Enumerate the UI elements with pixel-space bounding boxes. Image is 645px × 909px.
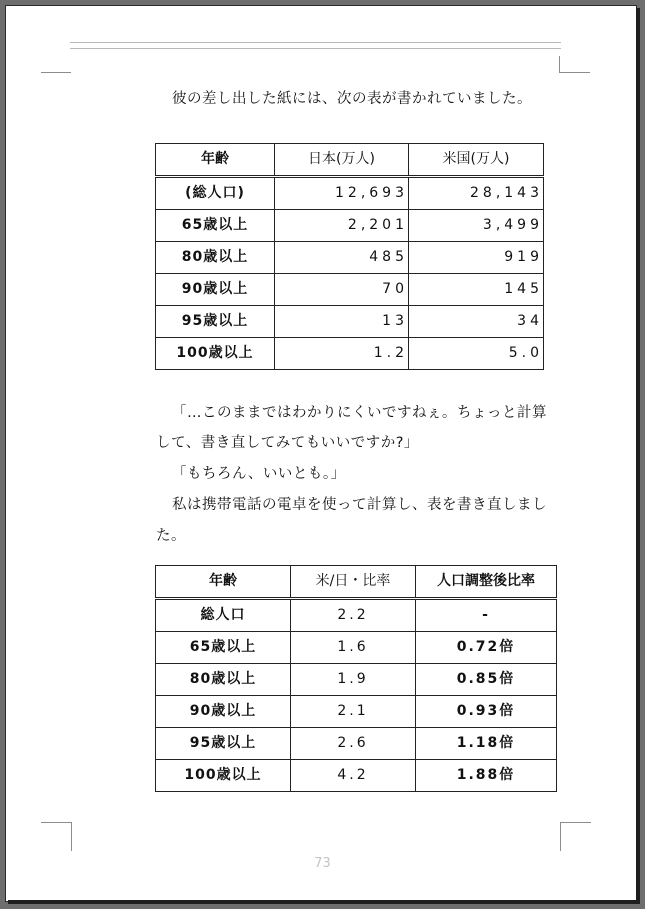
table-row xyxy=(156,632,557,664)
table-row xyxy=(156,760,557,792)
adjusted-ratio-value: 0.72倍 xyxy=(416,632,557,664)
japan-value: 2,201 xyxy=(275,210,409,242)
table-header-row xyxy=(156,144,544,177)
table-row xyxy=(156,664,557,696)
dialogue-line-1: 「…このままではわかりにくいですねぇ。ちょっと計算 xyxy=(172,405,547,421)
dialogue-line-3: 「もちろん、いいとも。」 xyxy=(172,466,346,482)
table-row xyxy=(156,599,557,632)
row-label: 95歳以上 xyxy=(156,728,291,760)
row-label: 100歳以上 xyxy=(156,760,291,792)
japan-value: 12,693 xyxy=(275,177,409,210)
usa-value: 919 xyxy=(409,242,544,274)
ratio-value: 1.9 xyxy=(291,664,416,696)
table-row xyxy=(156,338,544,370)
japan-value: 70 xyxy=(275,274,409,306)
usa-value: 5.0 xyxy=(409,338,544,370)
crop-mark-top-right xyxy=(559,56,590,73)
column-header-ratio: 米/日・比率 xyxy=(291,566,416,599)
ratio-value: 2.6 xyxy=(291,728,416,760)
japan-value: 485 xyxy=(275,242,409,274)
usa-value: 145 xyxy=(409,274,544,306)
adjusted-ratio-value: - xyxy=(416,599,557,632)
column-header-age: 年齢 xyxy=(156,566,291,599)
row-label: 65歳以上 xyxy=(156,210,275,242)
usa-value: 34 xyxy=(409,306,544,338)
column-header-age: 年齢 xyxy=(156,144,275,177)
crop-mark-bottom-right xyxy=(560,822,591,851)
ratio-value: 2.1 xyxy=(291,696,416,728)
adjusted-ratio-value: 1.88倍 xyxy=(416,760,557,792)
row-label: 65歳以上 xyxy=(156,632,291,664)
japan-value: 1.2 xyxy=(275,338,409,370)
japan-value: 13 xyxy=(275,306,409,338)
table-row xyxy=(156,306,544,338)
adjusted-ratio-value: 1.18倍 xyxy=(416,728,557,760)
table-row xyxy=(156,274,544,306)
table-row xyxy=(156,210,544,242)
column-header-usa: 米国(万人) xyxy=(409,144,544,177)
usa-value: 28,143 xyxy=(409,177,544,210)
ratio-value: 2.2 xyxy=(291,599,416,632)
row-label: 90歳以上 xyxy=(156,696,291,728)
table-row xyxy=(156,242,544,274)
header-rule xyxy=(70,42,561,49)
table-row xyxy=(156,696,557,728)
row-label: 90歳以上 xyxy=(156,274,275,306)
adjusted-ratio-value: 0.85倍 xyxy=(416,664,557,696)
page-shadow-right xyxy=(636,8,640,904)
row-label: 80歳以上 xyxy=(156,242,275,274)
column-header-japan: 日本(万人) xyxy=(275,144,409,177)
row-label: 95歳以上 xyxy=(156,306,275,338)
dialogue-line-2: して、書き直してみてもいいですか?」 xyxy=(156,435,419,451)
intro-paragraph: 彼の差し出した紙には、次の表が書かれていました。 xyxy=(172,91,532,107)
row-label: 総人口 xyxy=(156,599,291,632)
page-number: 73 xyxy=(314,856,331,871)
usa-value: 3,499 xyxy=(409,210,544,242)
ratio-value: 4.2 xyxy=(291,760,416,792)
table-row xyxy=(156,177,544,210)
table-row xyxy=(156,728,557,760)
narration-line-2: た。 xyxy=(156,528,186,544)
narration-line-1: 私は携帯電話の電卓を使って計算し、表を書き直しまし xyxy=(172,497,547,513)
page-shadow-bottom xyxy=(8,900,640,904)
table-header-row xyxy=(156,566,557,599)
row-label: (総人口) xyxy=(156,177,275,210)
crop-mark-bottom-left xyxy=(41,822,72,851)
population-table xyxy=(155,143,544,370)
adjusted-ratio-value: 0.93倍 xyxy=(416,696,557,728)
ratio-value: 1.6 xyxy=(291,632,416,664)
ratio-table xyxy=(155,565,557,792)
row-label: 80歳以上 xyxy=(156,664,291,696)
row-label: 100歳以上 xyxy=(156,338,275,370)
crop-mark-top-left xyxy=(41,72,71,73)
column-header-adjusted-ratio: 人口調整後比率 xyxy=(416,566,557,599)
